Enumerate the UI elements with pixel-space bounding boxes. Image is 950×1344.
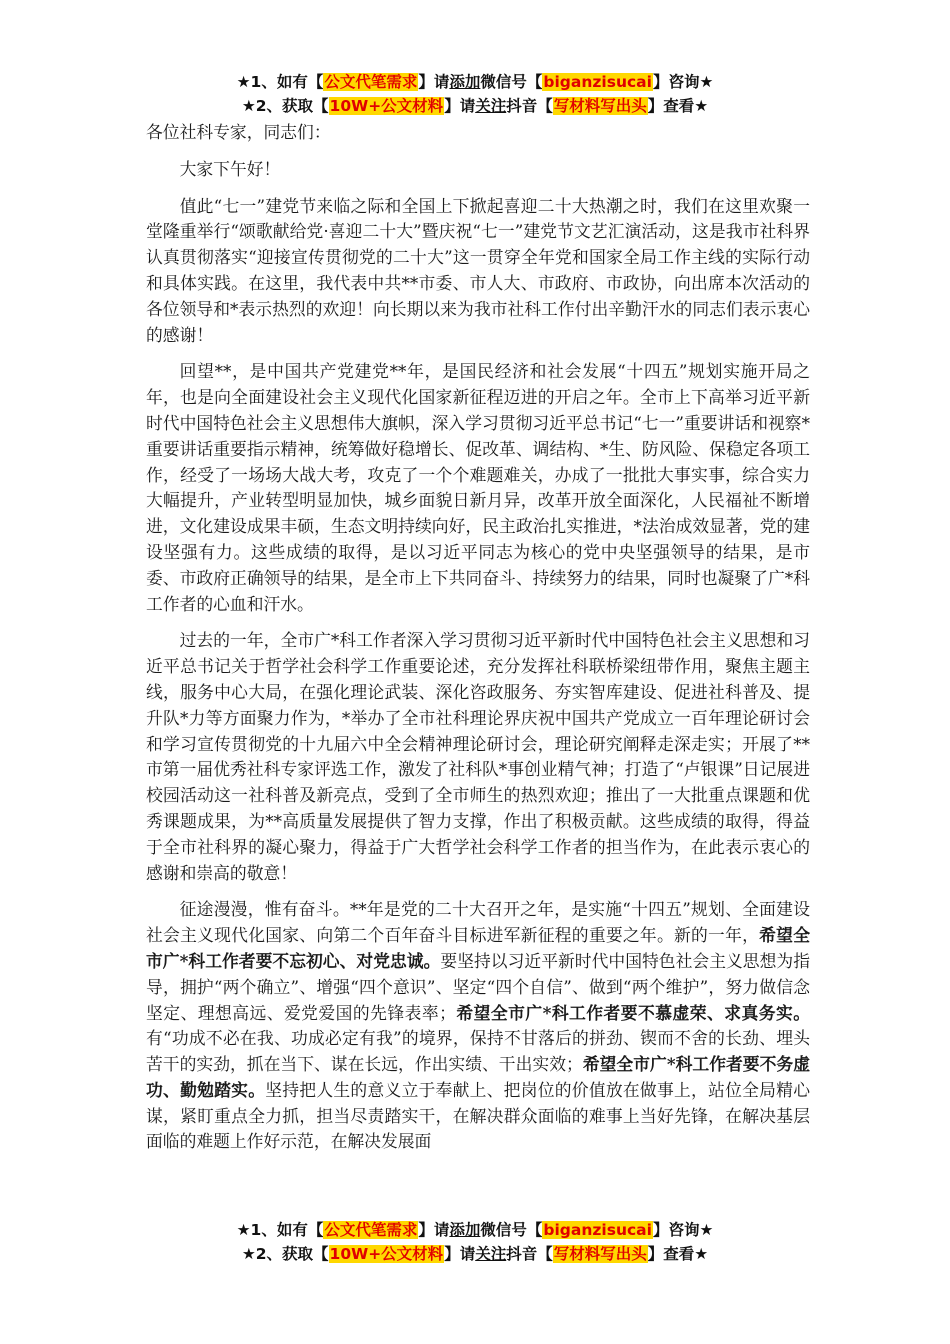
banner-highlight: 公文代笔需求 (324, 1221, 418, 1239)
salutation: 各位社科专家，同志们： (146, 122, 331, 142)
banner-highlight: 写材料写出头 (553, 1245, 647, 1263)
banner-text: ★2、获取【 (241, 1245, 329, 1263)
banner-text: 】咨询★ (652, 1221, 714, 1239)
paragraph-2: 回望**，是中国共产党建党**年，是国民经济和社会发展“十四五”规划实施开局之年，也是向全面建设社会主义现代化国家新征程迈进的开启之年。全市上下高举习近平新时代中国特色社会主义思想伟大旗帜，深入学习贯彻习近平总书记“七一”重要讲话和视察*重要讲话重要指示精神，统筹做好稳增长、促改革、调结构、*生、防风险、保稳定各项工作，经受了一场场大战大考，攻克了一个个难题难关，办成了一批批大事实事，综合实力大幅提升，产业转型明显加快，城乡面貌日新月异，改革开放全面深化，人民福祉不断增进，文化建设成果丰硕，生态文明持续向好，民主政治扎实推进，*法治成效显著，党的建设坚强有力。这些成绩的取得，是以习近平同志为核心的党中央坚强领导的结果，是市委、市政府正确领导的结果，是全市上下共同奋斗、持续努力的结果，同时也凝聚了广*科工作者的心血和汗水。 (146, 361, 810, 614)
banner-line-1 (0, 70, 950, 94)
paragraph-1: 值此“七一”建党节来临之际和全国上下掀起喜迎二十大热潮之时，我们在这里欢聚一堂隆重举行“颂歌献给党·喜迎二十大”暨庆祝“七一”建党节文艺汇演活动，这是我市社科界认真贯彻落实“迎接宣传贯彻党的二十大”这一贯穿全年党和国家全局工作主线的实际行动和具体实践。在这里，我代表中共**市委、市人大、市政府、市政协，向出席本次活动的各位领导和*表示热烈的欢迎！向长期以来为我市社科工作付出辛勤汗水的同志们表示衷心的感谢！ (146, 195, 810, 345)
banner-text: ★1、如有【 (236, 73, 324, 91)
bold-point-1: 希望全市广*科工作者要不忘初心、对党忠诚。 (146, 925, 810, 971)
bold-point-2: 希望全市广*科工作者要不慕虚荣、求真务实。 (455, 1002, 810, 1023)
banner-text: 微信号【 (480, 1221, 543, 1239)
header-banner (0, 70, 950, 118)
banner-text: ★1、如有【 (236, 1221, 324, 1239)
paragraph-text: 要坚持以习近平新时代中国特色社会主义思想为指导，拥护“两个确立”、增强“四个意识”、坚定“四个自信”、做到“两个维护”，努力做信念坚定、理想高远、爱党爱国的先锋表率； (146, 950, 810, 1023)
banner-highlight: 公文代笔需求 (324, 73, 418, 91)
banner-highlight: 10W+公文材料 (329, 1245, 444, 1263)
banner-text: 】请 (418, 1221, 450, 1239)
document-body (146, 120, 810, 1166)
banner-text: 】查看★ (647, 97, 709, 115)
banner-text: ★2、获取【 (241, 97, 329, 115)
banner-highlight: biganzisucai (543, 1221, 652, 1239)
banner-emphasis: 关注 (475, 97, 507, 115)
paragraph-4 (146, 897, 810, 1155)
banner-emphasis: 关注 (475, 1245, 507, 1263)
paragraph-text: 征途漫漫，惟有奋斗。**年是党的二十大召开之年，是实施“十四五”规划、全面建设社会主义现代化国家、向第二个百年奋斗目标进军新征程的重要之年。新的一年， (146, 899, 810, 946)
banner-line-2 (0, 94, 950, 118)
banner-line-1 (0, 1218, 950, 1242)
banner-highlight: 10W+公文材料 (329, 97, 444, 115)
bold-point-3: 希望全市广*科工作者要不务虚功、勤勉踏实。 (146, 1054, 810, 1100)
banner-text: 】请 (418, 73, 450, 91)
footer-banner (0, 1218, 950, 1266)
paragraph-text: 有“功成不必在我、功成必定有我”的境界，保持不甘落后的拼劲、锲而不舍的长劲、埋头苦干的实劲，抓在当下、谋在长远，作出实绩、干出实效； (146, 1028, 810, 1075)
banner-text: 微信号【 (480, 73, 543, 91)
banner-highlight: biganzisucai (543, 73, 652, 91)
banner-line-2 (0, 1242, 950, 1266)
banner-text: 】请 (444, 97, 476, 115)
banner-emphasis: 添加 (449, 73, 481, 91)
banner-text: 】咨询★ (652, 73, 714, 91)
banner-text: 】请 (444, 1245, 476, 1263)
banner-text: 抖音【 (506, 1245, 553, 1263)
paragraph-3: 过去的一年，全市广*科工作者深入学习贯彻习近平新时代中国特色社会主义思想和习近平总书记关于哲学社会科学工作重要论述，充分发挥社科联桥梁纽带作用，聚焦主题主线，服务中心大局，在强化理论武装、深化咨政服务、夯实智库建设、促进社科普及、提升队*力等方面聚力作为，*举办了全市社科理论界庆祝中国共产党成立一百年理论研讨会和学习宣传贯彻党的十九届六中全会精神理论研讨会，理论研究阐释走深走实；开展了**市第一届优秀社科专家评选工作，激发了社科队*事创业精气神；打造了“卢银课”日记展进校园活动这一社科普及新亮点，受到了全市师生的热烈欢迎；推出了一大批重点课题和优秀课题成果，为**高质量发展提供了智力支撑，作出了积极贡献。这些成绩的取得，得益于全市社科界的凝心聚力，得益于广大哲学社会科学工作者的担当作为，在此表示衷心的感谢和崇高的敬意！ (146, 630, 810, 883)
banner-text: 】查看★ (647, 1245, 709, 1263)
paragraph-text: 坚持把人生的意义立于奉献上、把岗位的价值放在做事上，站位全局精心谋，紧盯重点全力抓，担当尽责踏实干，在解决群众面临的难事上当好先锋，在解决基层面临的难题上作好示范，在解决发展面 (146, 1079, 810, 1152)
banner-highlight: 写材料写出头 (553, 97, 647, 115)
banner-emphasis: 添加 (449, 1221, 481, 1239)
greeting: 大家下午好！ (179, 158, 281, 179)
banner-text: 抖音【 (506, 97, 553, 115)
